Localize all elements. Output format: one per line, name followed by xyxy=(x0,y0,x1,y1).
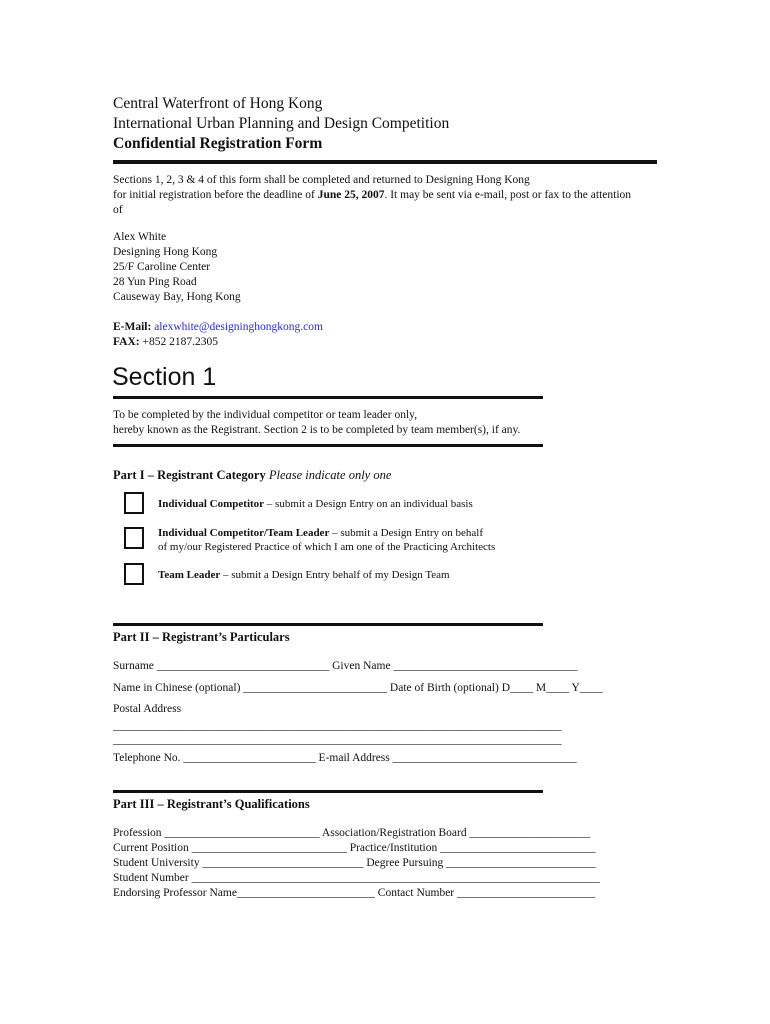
checkbox-individual-competitor[interactable] xyxy=(124,492,144,514)
header-divider xyxy=(113,160,657,164)
checkbox-team-leader-practice[interactable] xyxy=(124,527,144,549)
student-number-field[interactable]: Student Number _______________________________________________________________________ xyxy=(113,872,600,884)
email-label: E-Mail: xyxy=(113,321,152,333)
intro-line-2-post: . It may be sent via e-mail, post or fax to the attention xyxy=(384,189,632,201)
option-individual-competitor xyxy=(158,497,473,511)
section-1-heading: Section 1 xyxy=(112,363,217,391)
option-2-title: Individual Competitor/Team Leader xyxy=(158,527,330,539)
fax-number: +852 2187.2305 xyxy=(142,336,218,348)
chinese-name-dob-field[interactable]: Name in Chinese (optional) _________________________ Date of Birth (optional) D____ M____ Y____ xyxy=(113,682,603,694)
intro-line-3: of xyxy=(113,204,123,216)
email-line xyxy=(113,320,323,335)
section-1-divider xyxy=(113,396,543,399)
part-1-divider xyxy=(113,623,543,626)
deadline-date: June 25, 2007 xyxy=(317,189,385,201)
option-3-title: Team Leader xyxy=(158,569,221,581)
option-2-text: – submit a Design Entry on behalf xyxy=(329,527,483,539)
fax-line xyxy=(113,335,218,350)
header-line-1: Central Waterfront of Hong Kong xyxy=(113,95,323,112)
address-street-2: 28 Yun Ping Road xyxy=(113,276,197,288)
surname-given-name-field[interactable]: Surname ______________________________ Given Name ________________________________ xyxy=(113,660,578,672)
part-2-heading: Part II – Registrant’s Particulars xyxy=(113,630,290,644)
part-3-heading: Part III – Registrant’s Qualifications xyxy=(113,797,310,811)
option-2-text-line-2: of my/our Registered Practice of which I am one of the Practicing Architects xyxy=(158,541,496,553)
postal-address-line-2[interactable]: ______________________________________________________________________________ xyxy=(113,734,562,746)
address-name: Alex White xyxy=(113,231,167,243)
intro-line-1: Sections 1, 2, 3 & 4 of this form shall be completed and returned to Designing Hong Kong xyxy=(113,174,530,186)
telephone-email-field[interactable]: Telephone No. _______________________ E-mail Address ________________________________ xyxy=(113,752,577,764)
part-1-hint: Please indicate only one xyxy=(268,468,392,482)
option-1-title: Individual Competitor xyxy=(158,498,265,510)
postal-address-line-1[interactable]: ______________________________________________________________________________ xyxy=(113,720,562,732)
checkbox-team-leader[interactable] xyxy=(124,563,144,585)
option-team-leader xyxy=(158,568,450,582)
section-1-desc-2: hereby known as the Registrant. Section 2 is to be completed by team member(s), if any. xyxy=(113,424,521,436)
address-org: Designing Hong Kong xyxy=(113,246,218,258)
option-1-text: – submit a Design Entry on an individual basis xyxy=(264,498,473,510)
profession-association-field[interactable]: Profession ___________________________ Association/Registration Board _____________________ xyxy=(113,827,591,839)
address-street-1: 25/F Caroline Center xyxy=(113,261,211,273)
option-individual-team-leader xyxy=(158,526,483,540)
position-practice-field[interactable]: Current Position ___________________________ Practice/Institution ___________________________ xyxy=(113,842,596,854)
form-title: Confidential Registration Form xyxy=(113,135,323,152)
section-1-desc-divider xyxy=(113,444,543,447)
part-2-divider xyxy=(113,790,543,793)
header-line-2: International Urban Planning and Design Competition xyxy=(113,115,450,132)
fax-label: FAX: xyxy=(113,336,140,348)
section-1-desc-1: To be completed by the individual competitor or team leader only, xyxy=(113,409,418,421)
part-1-title: Part I – Registrant Category xyxy=(113,468,266,482)
part-1-heading xyxy=(113,468,391,483)
address-city: Causeway Bay, Hong Kong xyxy=(113,291,241,303)
intro-line-2-pre: for initial registration before the deadline of xyxy=(113,189,318,201)
email-link[interactable]: alexwhite@designinghongkong.com xyxy=(154,321,323,333)
professor-contact-field[interactable]: Endorsing Professor Name________________________ Contact Number ________________________ xyxy=(113,887,596,899)
option-3-text: – submit a Design Entry behalf of my Design Team xyxy=(220,569,450,581)
university-degree-field[interactable]: Student University ____________________________ Degree Pursuing __________________________ xyxy=(113,857,596,869)
postal-address-label: Postal Address xyxy=(113,703,182,715)
intro-line-2 xyxy=(113,188,631,203)
